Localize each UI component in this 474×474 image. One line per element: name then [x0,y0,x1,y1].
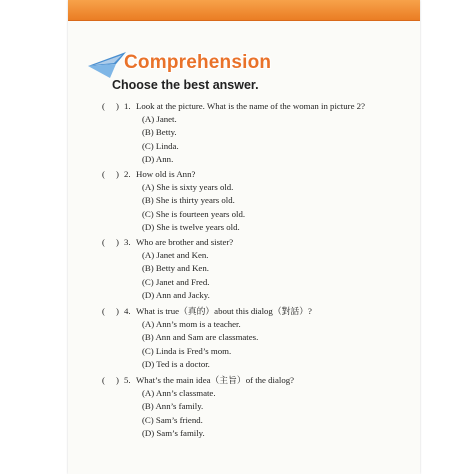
answer-paren-close: ) [116,169,119,179]
option-a: (A) She is sixty years old. [142,182,234,193]
option-b: (B) Betty and Ken. [142,263,209,274]
answer-paren-open: ( [102,169,105,179]
instruction-text: Choose the best answer. [112,78,259,92]
question-5 [102,374,294,440]
answer-paren-open: ( [102,101,105,111]
question-number: 5. [124,375,131,385]
answer-paren-open: ( [102,306,105,316]
answer-paren-close: ) [116,375,119,385]
question-4 [102,305,312,371]
answer-paren-close: ) [116,237,119,247]
top-orange-band [68,0,420,21]
question-text: What’s the main idea（主旨）of the dialog? [136,375,295,385]
question-number: 3. [124,237,131,247]
option-b: (B) Ann and Sam are classmates. [142,332,259,343]
question-text: Who are brother and sister? [136,237,234,247]
option-list [142,387,294,440]
banner-title: Comprehension [124,52,272,73]
option-d: (D) Sam’s family. [142,427,205,438]
question-number: 2. [124,169,131,179]
option-a: (A) Janet and Ken. [142,250,209,261]
question-text: How old is Ann? [136,169,196,179]
option-a: (A) Janet. [142,114,177,125]
option-a: (A) Ann’s mom is a teacher. [142,319,241,330]
answer-paren-open: ( [102,375,105,385]
option-d: (D) Ted is a doctor. [142,358,210,369]
question-1 [102,100,365,166]
option-c: (C) Linda. [142,140,179,151]
question-2 [102,168,245,234]
option-list [142,249,233,302]
answer-paren-close: ) [116,101,119,111]
worksheet-page [68,0,420,474]
option-a: (A) Ann’s classmate. [142,388,216,399]
option-list [142,318,312,371]
option-b: (B) She is thirty years old. [142,195,235,206]
question-text: Look at the picture. What is the name of the woman in picture 2? [136,101,365,111]
question-number: 1. [124,101,131,111]
answer-paren-close: ) [116,306,119,316]
option-c: (C) Janet and Fred. [142,276,210,287]
option-c: (C) Linda is Fred’s mom. [142,345,232,356]
option-b: (B) Betty. [142,127,177,138]
option-list [142,113,365,166]
option-d: (D) Ann. [142,153,174,164]
answer-paren-open: ( [102,237,105,247]
option-c: (C) She is fourteen years old. [142,208,246,219]
question-number: 4. [124,306,131,316]
option-d: (D) She is twelve years old. [142,221,240,232]
question-3 [102,236,233,302]
option-list [142,181,245,234]
option-b: (B) Ann’s family. [142,401,204,412]
option-c: (C) Sam’s friend. [142,414,203,425]
option-d: (D) Ann and Jacky. [142,289,210,300]
question-text: What is true（真的）about this dialog（對話）? [136,306,312,316]
